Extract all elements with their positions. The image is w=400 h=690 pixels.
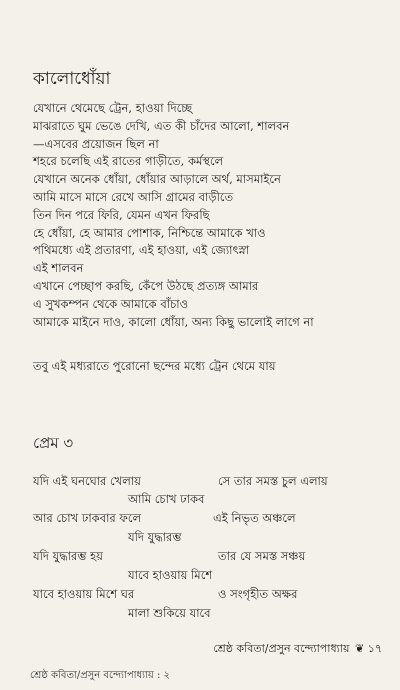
poem-line: আমি মাসে মাসে রেখে আসি গ্রামের বাড়ীতে [33,189,234,204]
poem-line: এখানে পেচ্ছাপ করছি, কেঁপে উঠছে প্রত্যঙ্গ আমার [33,278,259,293]
poem-line: তিন দিন পরে ফিরি, যেমন এখন ফিরছি [33,207,210,222]
poem2-line: যাবে হাওয়ায় মিশে [128,568,213,582]
poem-title-2: প্রেম ৩ [33,434,74,452]
poem-line: —এসবের প্রয়োজন ছিল না [33,136,159,151]
poem2-line: ও সংগৃহীত অক্ষর [218,587,298,601]
poem-line: শহরে চলেছি এই রাতের গাড়ীতে, কর্মস্থলে [33,154,224,169]
poem-title: কালোধোঁয়া [33,69,111,89]
poem-line: যেখানে অনেক ধোঁয়া, ধোঁয়ার আড়ালে অর্থ, মাসমাইনে [33,172,281,187]
poem2-line: সে তার সমস্ত চুল এলায় [218,474,328,488]
poem2-line: আর চোখ ঢাকবার ফলে [33,511,142,525]
ornament-icon: ❦ [354,642,365,655]
page-footer: শ্রেষ্ঠ কবিতা/প্রসুন বন্দ্যোপাধ্যায় : ২ [30,670,171,681]
poem-line: মাঝরাতে ঘুম ভেঙে দেখি, এত কী চাঁদের আলো, শালবন [33,118,290,133]
poem2-line: যদি যুদ্ধারম্ভ হয় [33,549,103,563]
poem-line: হে ধোঁয়া, হে আমার পোশাক, নিশ্চিন্তে আমাকে খাও [33,225,266,240]
poem-body [33,100,393,331]
poem-line: যেখানে থেমেছে ট্রেন, হাওয়া দিচ্ছে [33,101,193,115]
poem2-line: যাবে হাওয়ায় মিশে ঘর [33,587,135,601]
poem2-line: তার যে সমস্ত সঞ্চয় [218,549,306,563]
running-head [213,640,382,659]
poem2-line: যদি যুদ্ধারম্ভ [128,530,182,544]
poem-line: পথিমধ্যে এই প্রতারণা, এই হাওয়া, এই জ্যোৎস্না [33,243,250,258]
poem2-line: আমি চোখ ঢাকব [128,492,205,506]
poem2-line: মালা শুকিয়ে যাবে [128,606,211,620]
poem-line: এই শালবন [33,261,84,276]
poem2-line: এই নিভৃত অঞ্চলে [213,511,296,525]
poem-last-line: তবু এই মধ্যরাতে পুরোনো ছন্দের মধ্যে ট্রেন থেমে যায় [33,359,276,373]
poem-line: আমাকে মাইনে দাও, কালো ধোঁয়া, অন্য কিছু ভালোই লাগে না [33,314,314,329]
poem2-line: যদি এই ঘনঘোর খেলায় [33,474,141,488]
running-head-text: শ্রেষ্ঠ কবিতা/প্রসুন বন্দ্যোপাধ্যায় [213,642,350,655]
page-number: ১৭ [367,642,382,655]
poem-line: এ সুখকম্পন থেকে আমাকে বাঁচাও [33,296,189,311]
